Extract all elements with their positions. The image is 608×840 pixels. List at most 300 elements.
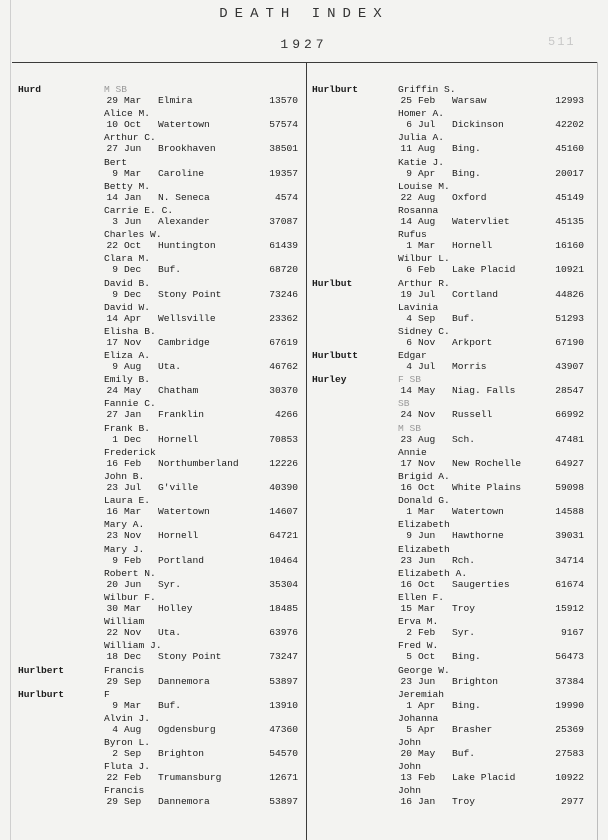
entry-place: Bing. bbox=[452, 699, 481, 711]
entry-place: Hornell bbox=[452, 240, 493, 252]
entry-given-name: Fannie C. bbox=[104, 398, 156, 410]
index-entry bbox=[14, 568, 304, 592]
entry-death-details bbox=[104, 530, 198, 541]
entry-given-name: Carrie E. C. bbox=[104, 204, 174, 216]
entry-day: 20 bbox=[400, 748, 412, 760]
entry-certificate-number: 37087 bbox=[269, 215, 298, 227]
entry-given-name: Annie bbox=[398, 446, 427, 458]
entry-given-name: SB bbox=[398, 398, 410, 410]
entry-given-name: Edgar bbox=[398, 350, 427, 362]
entry-month: Nov bbox=[418, 336, 436, 348]
entry-certificate-number: 66992 bbox=[555, 409, 584, 421]
entry-month: Dec bbox=[124, 433, 142, 445]
entry-place: White Plains bbox=[452, 482, 522, 493]
entry-day: 9 bbox=[406, 167, 412, 179]
entry-surname: Hurlbut bbox=[312, 277, 353, 289]
entry-certificate-number: 12993 bbox=[555, 95, 584, 106]
entry-day: 9 bbox=[112, 361, 118, 373]
entry-month: Mar bbox=[418, 506, 436, 518]
entry-given-name: Fred W. bbox=[398, 640, 439, 652]
entry-given-name: Julia A. bbox=[398, 132, 445, 144]
index-entry bbox=[308, 374, 598, 398]
index-entry bbox=[308, 568, 598, 592]
index-entry bbox=[14, 84, 304, 108]
entry-place: Elmira bbox=[158, 95, 193, 106]
entry-death-details bbox=[104, 289, 221, 300]
entry-place: Uta. bbox=[158, 627, 182, 639]
entry-given-name: Fluta J. bbox=[104, 761, 151, 773]
entry-place: Hornell bbox=[158, 530, 199, 542]
entry-certificate-number: 73246 bbox=[269, 288, 298, 300]
entry-certificate-number: 12226 bbox=[269, 457, 298, 469]
entry-month: Mar bbox=[124, 95, 142, 106]
entry-day: 1 bbox=[406, 240, 412, 252]
index-entry bbox=[14, 519, 304, 543]
index-entry bbox=[308, 181, 598, 205]
entry-death-details bbox=[398, 289, 498, 300]
entry-place: Cortland bbox=[452, 288, 499, 300]
entry-death-details bbox=[398, 651, 481, 662]
entry-month: May bbox=[418, 748, 436, 760]
entry-given-name: Rosanna bbox=[398, 204, 439, 216]
page-number: 511 bbox=[548, 35, 576, 49]
left-margin-rule bbox=[10, 0, 11, 840]
entry-certificate-number: 47360 bbox=[269, 723, 298, 735]
entry-day: 27 bbox=[106, 143, 118, 155]
entry-death-details bbox=[398, 772, 515, 783]
entry-certificate-number: 73247 bbox=[269, 651, 298, 663]
index-entry bbox=[308, 689, 598, 713]
entry-death-details bbox=[398, 748, 475, 759]
entry-given-name: Francis bbox=[104, 664, 145, 676]
entry-month: Jun bbox=[124, 215, 142, 227]
index-entry bbox=[14, 205, 304, 229]
entry-month: Apr bbox=[418, 723, 436, 735]
entry-death-details bbox=[104, 458, 239, 469]
entry-given-name: Lavinia bbox=[398, 301, 439, 313]
entry-death-details bbox=[398, 603, 475, 614]
entry-certificate-number: 70853 bbox=[269, 433, 298, 445]
entry-place: Holley bbox=[158, 602, 193, 614]
entry-certificate-number: 53897 bbox=[269, 796, 298, 808]
entry-month: Jul bbox=[418, 361, 436, 373]
entry-month: Aug bbox=[418, 433, 436, 445]
entry-death-details bbox=[398, 143, 481, 154]
entry-given-name: Clara M. bbox=[104, 253, 151, 265]
entry-given-name: Wilbur F. bbox=[104, 591, 156, 603]
entry-given-name: F bbox=[104, 688, 110, 700]
entry-death-details bbox=[104, 651, 221, 662]
entry-death-details bbox=[398, 95, 487, 106]
entry-given-name: Arthur R. bbox=[398, 277, 450, 289]
index-entry bbox=[14, 278, 304, 302]
entry-given-name: Frank B. bbox=[104, 422, 151, 434]
entry-place: Sch. bbox=[452, 433, 476, 445]
entry-death-details bbox=[104, 748, 204, 759]
entry-death-details bbox=[104, 409, 204, 420]
entry-certificate-number: 64721 bbox=[269, 530, 298, 542]
entry-certificate-number: 12671 bbox=[269, 772, 298, 784]
entry-place: Lake Placid bbox=[452, 772, 516, 784]
entry-death-details bbox=[398, 313, 475, 324]
entry-day: 6 bbox=[406, 119, 412, 131]
index-entry bbox=[308, 253, 598, 277]
entry-place: Morris bbox=[452, 361, 487, 373]
entry-place: Dannemora bbox=[158, 796, 210, 808]
entry-month: Jul bbox=[124, 482, 142, 493]
entry-day: 14 bbox=[106, 191, 118, 203]
index-entry bbox=[308, 132, 598, 156]
index-entry bbox=[308, 302, 598, 326]
entry-certificate-number: 68720 bbox=[269, 264, 298, 276]
entry-day: 9 bbox=[406, 530, 412, 542]
entry-death-details bbox=[398, 796, 475, 807]
entry-month: Apr bbox=[124, 312, 142, 324]
entry-day: 15 bbox=[400, 602, 412, 614]
entry-given-name: George W. bbox=[398, 664, 450, 676]
entry-place: Portland bbox=[158, 554, 205, 566]
entry-month: Aug bbox=[124, 361, 142, 373]
entry-place: G'ville bbox=[158, 482, 199, 493]
entry-place: Watertown bbox=[452, 506, 504, 518]
index-entry bbox=[308, 640, 598, 664]
entry-month: Jun bbox=[418, 530, 436, 542]
index-entry bbox=[14, 108, 304, 132]
entry-month: Aug bbox=[418, 191, 436, 203]
entry-certificate-number: 4574 bbox=[274, 191, 298, 203]
entry-given-name: Robert N. bbox=[104, 567, 156, 579]
entry-place: Northumberland bbox=[158, 457, 239, 469]
entry-certificate-number: 39031 bbox=[555, 530, 584, 542]
index-entry bbox=[14, 544, 304, 568]
entry-day: 2 bbox=[112, 748, 118, 760]
entry-place: Bing. bbox=[452, 167, 481, 179]
index-entry bbox=[308, 350, 598, 374]
entry-month: Nov bbox=[418, 409, 436, 421]
entry-place: Wellsville bbox=[158, 312, 216, 324]
entry-certificate-number: 2977 bbox=[560, 796, 584, 808]
entry-place: Chatham bbox=[158, 385, 199, 397]
entry-given-name: Donald G. bbox=[398, 495, 450, 507]
index-entry bbox=[14, 737, 304, 761]
entry-surname: Hurlburt bbox=[18, 688, 65, 700]
entry-place: Troy bbox=[452, 602, 476, 614]
entry-death-details bbox=[104, 772, 221, 783]
entry-month: Jun bbox=[418, 675, 436, 687]
entry-month: Feb bbox=[124, 457, 142, 469]
index-entry bbox=[308, 423, 598, 447]
entry-month: Feb bbox=[124, 554, 142, 566]
entry-day: 16 bbox=[106, 457, 118, 469]
entry-place: Alexander bbox=[158, 215, 210, 227]
entry-death-details bbox=[398, 264, 515, 275]
entry-day: 5 bbox=[406, 651, 412, 663]
index-entry bbox=[308, 495, 598, 519]
entry-death-details bbox=[104, 216, 210, 227]
entry-given-name: Byron L. bbox=[104, 737, 151, 749]
entry-place: Bing. bbox=[452, 651, 481, 663]
entry-day: 5 bbox=[406, 723, 412, 735]
entry-given-name: John bbox=[398, 785, 422, 797]
entry-given-name: Johanna bbox=[398, 712, 439, 724]
entry-day: 22 bbox=[106, 240, 118, 252]
entry-certificate-number: 53897 bbox=[269, 675, 298, 687]
entry-month: May bbox=[418, 385, 436, 397]
entry-given-name: John bbox=[398, 737, 422, 749]
entry-death-details bbox=[398, 337, 492, 348]
entry-day: 20 bbox=[106, 578, 118, 590]
entry-death-details bbox=[104, 506, 210, 517]
entry-month: Oct bbox=[418, 651, 436, 663]
entry-certificate-number: 64927 bbox=[555, 457, 584, 469]
entry-death-details bbox=[398, 192, 487, 203]
entry-day: 1 bbox=[112, 433, 118, 445]
entry-death-details bbox=[104, 482, 198, 493]
entry-given-name: Alvin J. bbox=[104, 712, 151, 724]
entry-day: 23 bbox=[400, 433, 412, 445]
entry-day: 2 bbox=[406, 627, 412, 639]
entry-place: Syr. bbox=[452, 627, 476, 639]
index-entry bbox=[14, 592, 304, 616]
index-entry bbox=[14, 229, 304, 253]
entry-day: 13 bbox=[400, 772, 412, 784]
entry-given-name: Homer A. bbox=[398, 108, 445, 120]
entry-certificate-number: 61439 bbox=[269, 240, 298, 252]
entry-given-name: William bbox=[104, 616, 145, 628]
entry-certificate-number: 10464 bbox=[269, 554, 298, 566]
entry-given-name: Jeremiah bbox=[398, 688, 445, 700]
entry-month: Aug bbox=[418, 215, 436, 227]
entry-place: Bing. bbox=[452, 143, 481, 155]
entry-month: Feb bbox=[418, 264, 436, 276]
entry-death-details bbox=[104, 192, 210, 203]
entry-day: 23 bbox=[106, 530, 118, 542]
index-entry bbox=[14, 398, 304, 422]
entry-certificate-number: 54570 bbox=[269, 748, 298, 760]
entry-day: 3 bbox=[112, 215, 118, 227]
entry-day: 11 bbox=[400, 143, 412, 155]
entry-place: Stony Point bbox=[158, 288, 222, 300]
index-entry bbox=[14, 447, 304, 471]
entry-given-name: M SB bbox=[104, 84, 128, 95]
entry-day: 23 bbox=[400, 675, 412, 687]
entry-given-name: Alice M. bbox=[104, 108, 151, 120]
entry-death-details bbox=[104, 313, 216, 324]
entry-place: Buf. bbox=[452, 748, 476, 760]
entry-death-details bbox=[398, 458, 521, 469]
entry-month: Jul bbox=[418, 288, 436, 300]
entry-death-details bbox=[398, 409, 492, 420]
entry-place: Huntington bbox=[158, 240, 216, 252]
entry-day: 22 bbox=[106, 772, 118, 784]
entry-day: 6 bbox=[406, 264, 412, 276]
index-entry bbox=[308, 713, 598, 737]
left-column bbox=[14, 84, 304, 810]
entry-death-details bbox=[398, 555, 475, 566]
entry-day: 25 bbox=[400, 95, 412, 106]
entry-given-name: Wilbur L. bbox=[398, 253, 450, 265]
entry-death-details bbox=[398, 627, 475, 638]
index-entry bbox=[308, 519, 598, 543]
entry-day: 9 bbox=[112, 554, 118, 566]
entry-certificate-number: 9167 bbox=[560, 627, 584, 639]
entry-day: 29 bbox=[106, 675, 118, 687]
entry-death-details bbox=[398, 385, 515, 396]
entry-death-details bbox=[398, 361, 487, 372]
entry-death-details bbox=[398, 216, 510, 227]
index-entry bbox=[308, 157, 598, 181]
index-entry bbox=[14, 181, 304, 205]
entry-place: Brasher bbox=[452, 723, 493, 735]
entry-death-details bbox=[104, 700, 181, 711]
entry-month: Jan bbox=[418, 796, 436, 808]
right-column bbox=[308, 84, 598, 810]
index-entry bbox=[14, 132, 304, 156]
entry-month: Jun bbox=[418, 554, 436, 566]
entry-place: Dickinson bbox=[452, 119, 504, 131]
entry-certificate-number: 20017 bbox=[555, 167, 584, 179]
index-entry bbox=[14, 713, 304, 737]
entry-day: 18 bbox=[106, 651, 118, 663]
entry-death-details bbox=[398, 506, 504, 517]
index-entry bbox=[14, 665, 304, 689]
entry-day: 1 bbox=[406, 506, 412, 518]
entry-certificate-number: 61674 bbox=[555, 578, 584, 590]
entry-certificate-number: 40390 bbox=[269, 482, 298, 493]
entry-month: Nov bbox=[124, 530, 142, 542]
entry-month: Nov bbox=[124, 336, 142, 348]
entry-place: Stony Point bbox=[158, 651, 222, 663]
entry-day: 14 bbox=[400, 385, 412, 397]
entry-day: 17 bbox=[106, 336, 118, 348]
entry-death-details bbox=[398, 676, 498, 687]
entry-death-details bbox=[104, 337, 210, 348]
index-entry bbox=[308, 229, 598, 253]
entry-certificate-number: 14588 bbox=[555, 506, 584, 518]
entry-certificate-number: 59098 bbox=[555, 482, 584, 493]
index-entry bbox=[308, 108, 598, 132]
entry-death-details bbox=[398, 240, 492, 251]
entry-day: 17 bbox=[400, 457, 412, 469]
entry-certificate-number: 13910 bbox=[269, 699, 298, 711]
index-entry bbox=[14, 761, 304, 785]
entry-place: Caroline bbox=[158, 167, 205, 179]
entry-place: Watertown bbox=[158, 506, 210, 518]
entry-day: 27 bbox=[106, 409, 118, 421]
header-rule bbox=[12, 62, 598, 63]
entry-surname: Hurlbert bbox=[18, 664, 65, 676]
entry-death-details bbox=[398, 168, 481, 179]
entry-death-details bbox=[104, 724, 216, 735]
entry-given-name: David W. bbox=[104, 301, 151, 313]
entry-given-name: William J. bbox=[104, 640, 162, 652]
entry-death-details bbox=[104, 676, 210, 687]
entry-month: Dec bbox=[124, 264, 142, 276]
entry-month: Aug bbox=[418, 143, 436, 155]
entry-given-name: Frederick bbox=[104, 446, 156, 458]
entry-certificate-number: 45149 bbox=[555, 191, 584, 203]
index-entry bbox=[308, 616, 598, 640]
entry-month: Feb bbox=[418, 95, 436, 106]
entry-place: Ogdensburg bbox=[158, 723, 216, 735]
entry-place: Cambridge bbox=[158, 336, 210, 348]
index-entry bbox=[14, 423, 304, 447]
entry-given-name: Laura E. bbox=[104, 495, 151, 507]
index-entry bbox=[14, 302, 304, 326]
index-entry bbox=[14, 495, 304, 519]
entry-given-name: Bert bbox=[104, 156, 128, 168]
index-entry bbox=[14, 374, 304, 398]
entry-place: Brighton bbox=[452, 675, 499, 687]
entry-day: 16 bbox=[400, 578, 412, 590]
entry-month: Nov bbox=[124, 627, 142, 639]
entry-given-name: Arthur C. bbox=[104, 132, 156, 144]
entry-place: Watervliet bbox=[452, 215, 510, 227]
entry-certificate-number: 18485 bbox=[269, 602, 298, 614]
entry-month: Mar bbox=[418, 240, 436, 252]
entry-day: 9 bbox=[112, 288, 118, 300]
entry-month: Jan bbox=[124, 191, 142, 203]
index-entry bbox=[308, 278, 598, 302]
index-entry bbox=[308, 592, 598, 616]
entry-death-details bbox=[104, 143, 216, 154]
entry-place: Warsaw bbox=[452, 95, 487, 106]
entry-month: Feb bbox=[418, 772, 436, 784]
entry-given-name: Betty M. bbox=[104, 180, 151, 192]
entry-day: 23 bbox=[106, 482, 118, 493]
entry-month: Jul bbox=[418, 119, 436, 131]
entry-day: 9 bbox=[112, 167, 118, 179]
entry-death-details bbox=[104, 579, 181, 590]
entry-month: Jun bbox=[124, 578, 142, 590]
entry-month: Mar bbox=[418, 602, 436, 614]
entry-day: 23 bbox=[400, 554, 412, 566]
entry-month: Apr bbox=[418, 699, 436, 711]
entry-death-details bbox=[398, 530, 504, 541]
entry-place: Buf. bbox=[158, 699, 182, 711]
entry-place: Trumansburg bbox=[158, 772, 222, 784]
entry-surname: Hurlburt bbox=[312, 84, 359, 95]
entry-day: 4 bbox=[406, 361, 412, 373]
entry-day: 30 bbox=[106, 602, 118, 614]
entry-given-name: Erva M. bbox=[398, 616, 439, 628]
index-entry bbox=[14, 157, 304, 181]
page-title: DEATH INDEX bbox=[219, 6, 389, 22]
entry-death-details bbox=[104, 603, 193, 614]
index-entry bbox=[14, 689, 304, 713]
entry-certificate-number: 42202 bbox=[555, 119, 584, 131]
index-entry bbox=[308, 447, 598, 471]
entry-day: 29 bbox=[106, 796, 118, 808]
entry-certificate-number: 23362 bbox=[269, 312, 298, 324]
entry-month: Mar bbox=[124, 602, 142, 614]
entry-given-name: Katie J. bbox=[398, 156, 445, 168]
entry-certificate-number: 4266 bbox=[274, 409, 298, 421]
entry-certificate-number: 34714 bbox=[555, 554, 584, 566]
entry-place: N. Seneca bbox=[158, 191, 210, 203]
index-entry bbox=[308, 84, 598, 108]
entry-death-details bbox=[104, 240, 216, 251]
entry-death-details bbox=[398, 434, 475, 445]
entry-certificate-number: 45135 bbox=[555, 215, 584, 227]
entry-certificate-number: 45160 bbox=[555, 143, 584, 155]
entry-place: Buf. bbox=[452, 312, 476, 324]
entry-given-name: F SB bbox=[398, 374, 422, 386]
entry-month: Sep bbox=[124, 748, 142, 760]
entry-given-name: Mary J. bbox=[104, 543, 145, 555]
index-entry bbox=[308, 205, 598, 229]
index-entry bbox=[308, 398, 598, 422]
